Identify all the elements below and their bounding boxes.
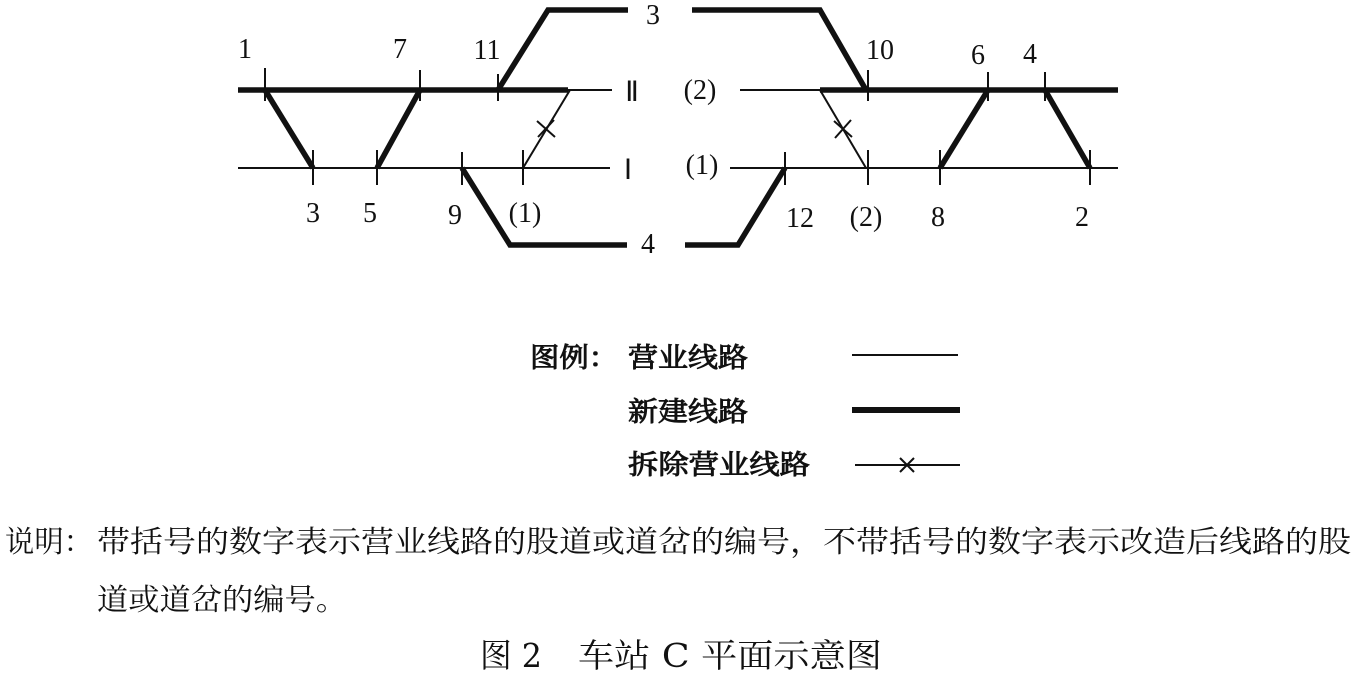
legend-item <box>628 397 960 428</box>
station-diagram <box>238 0 1118 260</box>
switch-label: 3 <box>306 198 320 229</box>
switch-label: 11 <box>473 35 501 66</box>
siding-4-label: 4 <box>641 229 655 260</box>
switch-label: 4 <box>1023 39 1037 70</box>
removed-crossover-2 <box>820 90 866 168</box>
note <box>5 525 1351 618</box>
crossover-6-8-line <box>940 90 988 168</box>
siding-3-right-line <box>692 10 866 90</box>
crossover-1-3-line <box>265 90 313 168</box>
legend-item <box>628 343 958 374</box>
switch-label: 12 <box>786 203 814 234</box>
switch-label: 7 <box>393 34 407 65</box>
removal-cross-icon <box>834 120 852 138</box>
legend-item-label: 营业线路 <box>628 343 748 374</box>
legend-item <box>628 450 960 481</box>
switch-label: 1 <box>238 34 252 65</box>
switch-label: 6 <box>971 40 985 71</box>
figure-caption <box>480 636 882 675</box>
crossover-4-2-line <box>1045 90 1090 168</box>
note-label: 说明： <box>5 525 93 560</box>
switch-label: 8 <box>931 202 945 233</box>
track-ii-old-number: (2) <box>683 75 717 106</box>
switch-label: 10 <box>866 35 894 66</box>
figure-title: 车站 C 平面示意图 <box>578 636 882 675</box>
switch-label: 5 <box>363 198 377 229</box>
track-ii-label: Ⅱ <box>625 77 639 108</box>
switch-label: (1) <box>508 198 542 229</box>
legend-item-label: 拆除营业线路 <box>628 450 810 481</box>
crossover-7-5-line <box>377 90 420 168</box>
track-i-label: Ⅰ <box>623 155 633 186</box>
note-line: 道或道岔的编号。 <box>97 583 347 618</box>
figure-number: 图 2 <box>480 636 542 675</box>
track-i-old-number: (1) <box>685 150 719 181</box>
siding-3-left-line <box>498 10 628 90</box>
legend-item-label: 新建线路 <box>628 397 748 428</box>
legend <box>530 343 960 481</box>
note-line: 带括号的数字表示营业线路的股道或道岔的编号，不带括号的数字表示改造后线路的股 <box>97 525 1351 560</box>
removed-crossover-1 <box>523 90 570 168</box>
crossed-line-icon <box>855 458 960 472</box>
siding-4-left-line <box>462 168 627 245</box>
switch-label: 9 <box>448 200 462 231</box>
switch-label: 2 <box>1075 202 1089 233</box>
legend-title: 图例： <box>530 343 618 374</box>
removal-cross-icon <box>537 120 555 137</box>
siding-3-label: 3 <box>646 0 660 31</box>
switch-label: (2) <box>849 202 883 233</box>
